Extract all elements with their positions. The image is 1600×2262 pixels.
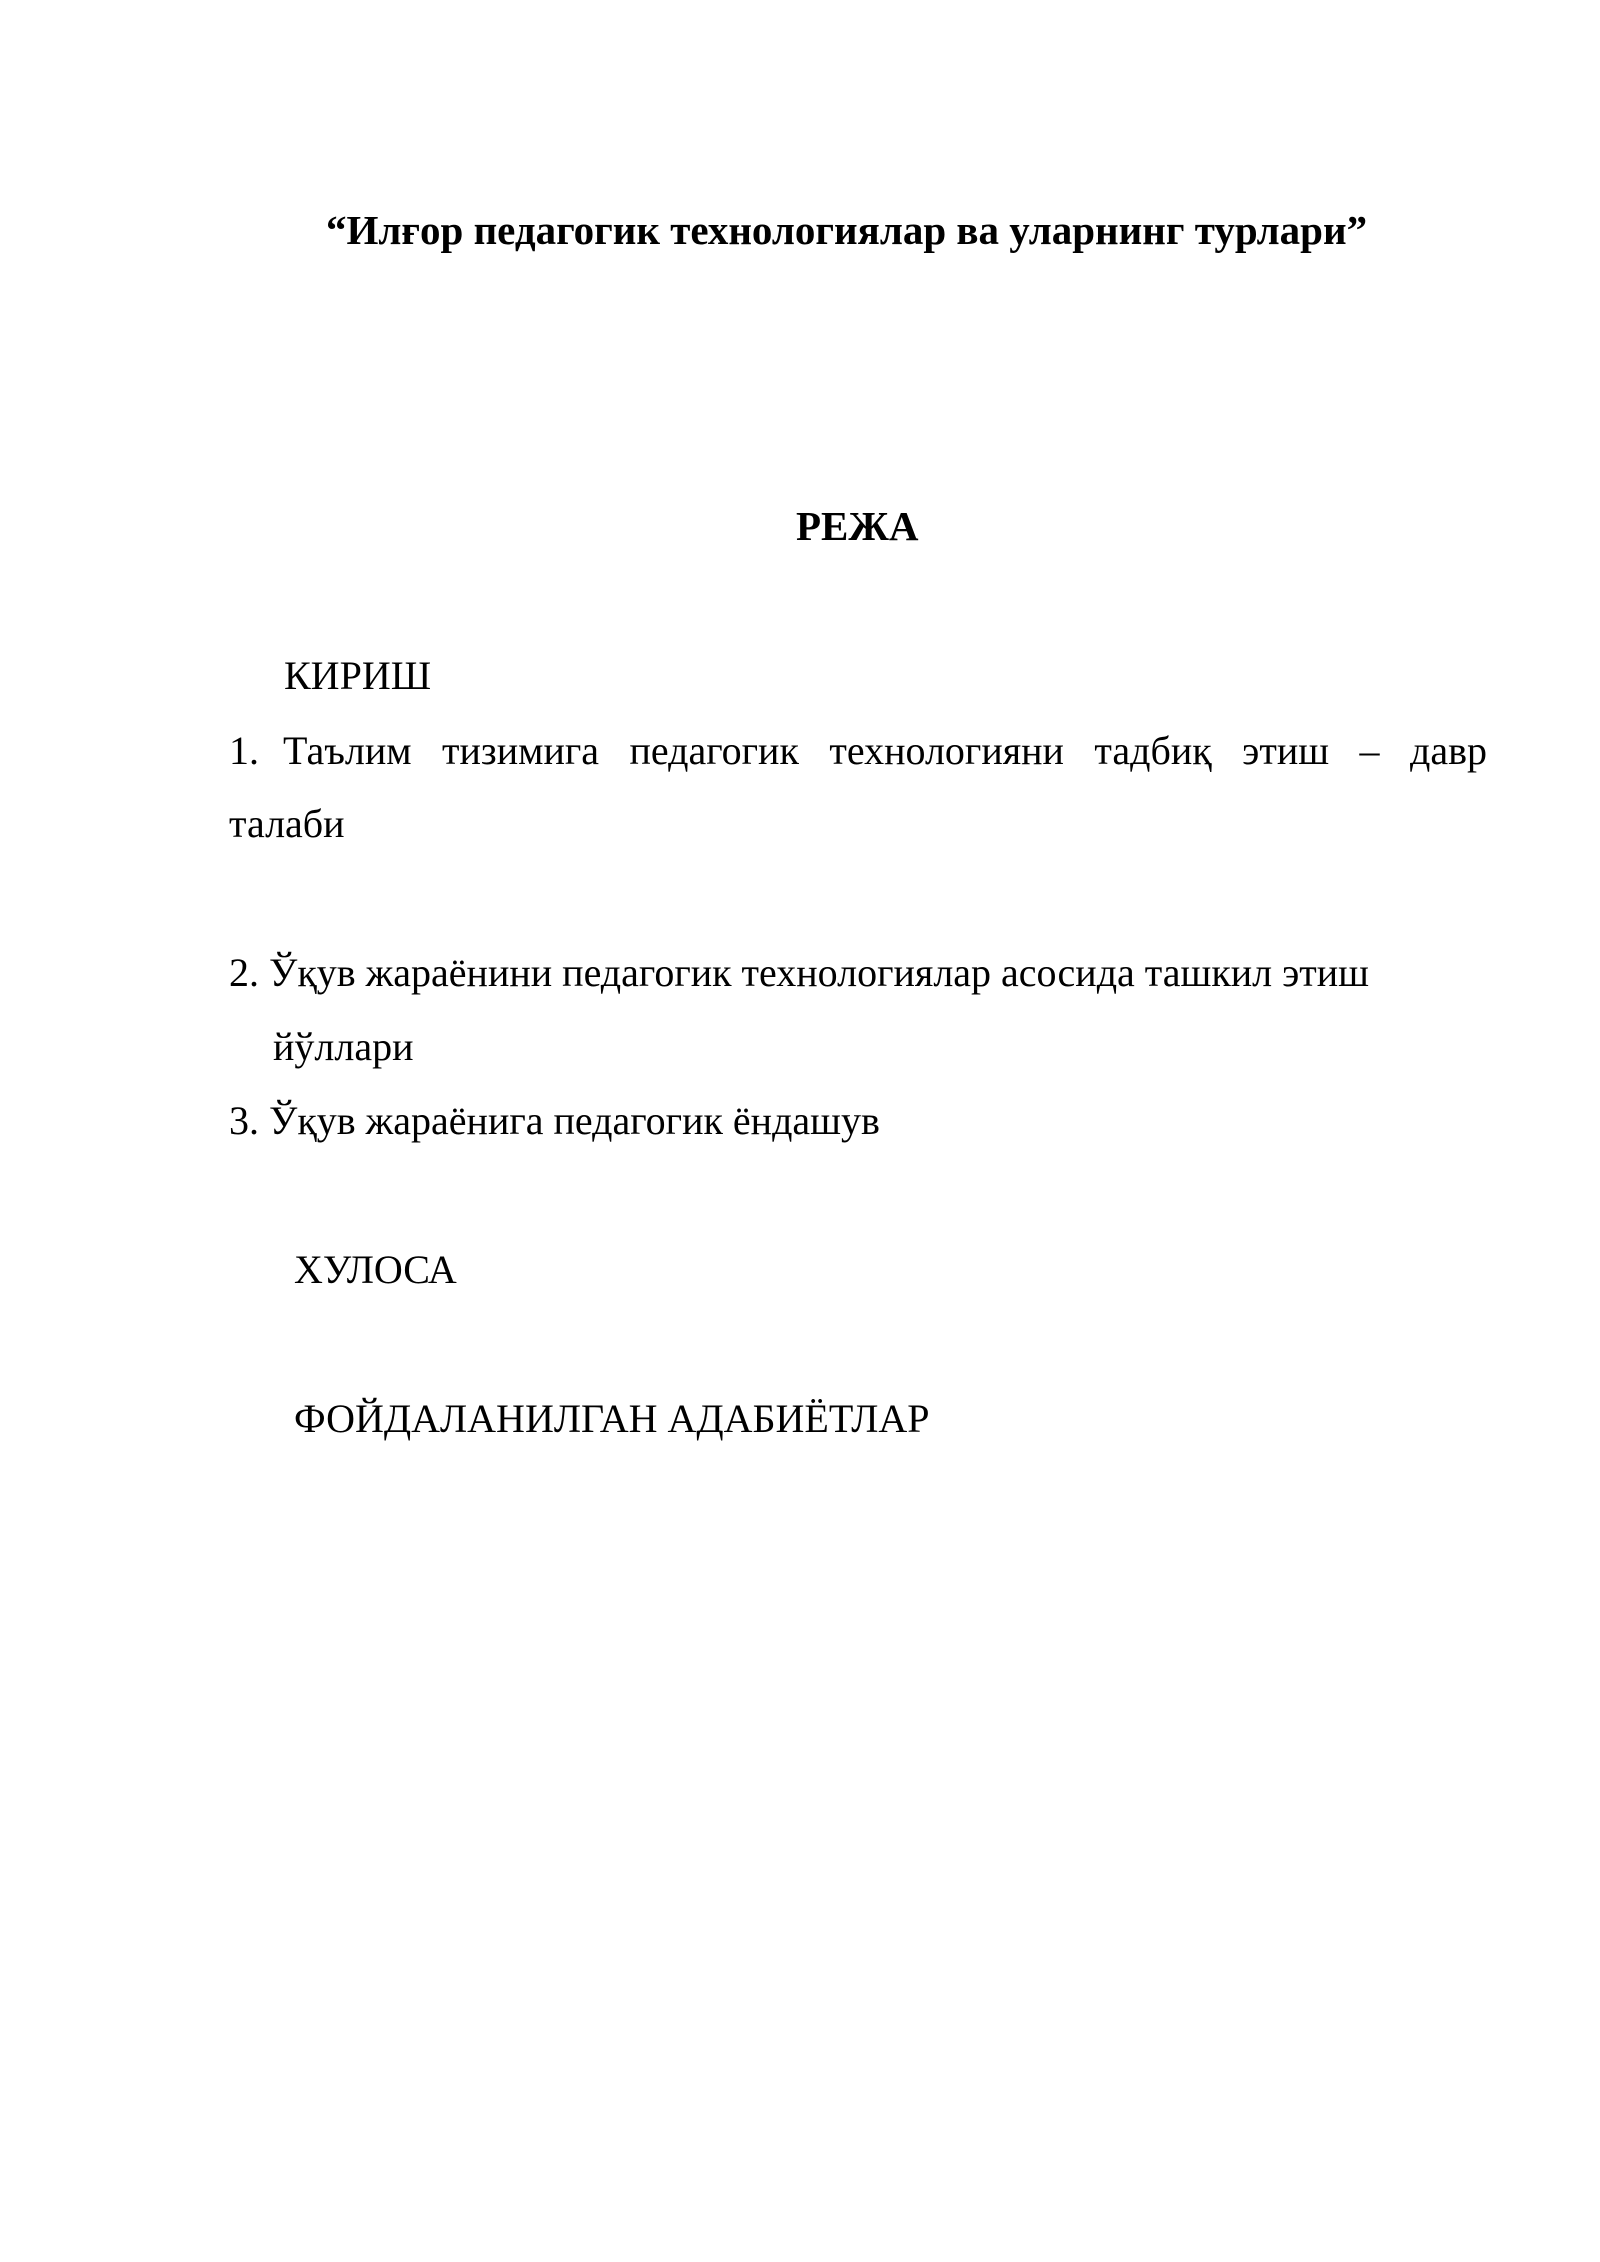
plan-item-1-text-line1: Таълим тизимига педагогик технологияни тадбиқ этиш – давр — [283, 728, 1487, 773]
document-title: “Илғор педагогик технологиялар ва уларнинг турлари” — [326, 207, 1368, 253]
plan-item-1-number: 1. — [229, 728, 259, 773]
section-conclusion: ХУЛОСА — [294, 1247, 457, 1292]
plan-item-3-text: Ўқув жараёнига педагогик ёндашув — [269, 1098, 880, 1143]
plan-heading: РЕЖА — [796, 503, 919, 549]
plan-item-1-text-line2: талаби — [229, 801, 345, 846]
plan-item-3 — [229, 1097, 880, 1145]
plan-item-2-number: 2. — [229, 950, 259, 995]
plan-item-2-text-line2: йўллари — [273, 1024, 414, 1069]
section-intro: КИРИШ — [284, 653, 432, 698]
section-references: ФОЙДАЛАНИЛГАН АДАБИЁТЛАР — [294, 1396, 930, 1441]
plan-item-2-text-line1: Ўқув жараёнини педагогик технологиялар асосида ташкил этиш — [269, 950, 1369, 995]
plan-item-1 — [229, 727, 1487, 775]
plan-item-2 — [229, 949, 1369, 997]
plan-item-3-number: 3. — [229, 1098, 259, 1143]
